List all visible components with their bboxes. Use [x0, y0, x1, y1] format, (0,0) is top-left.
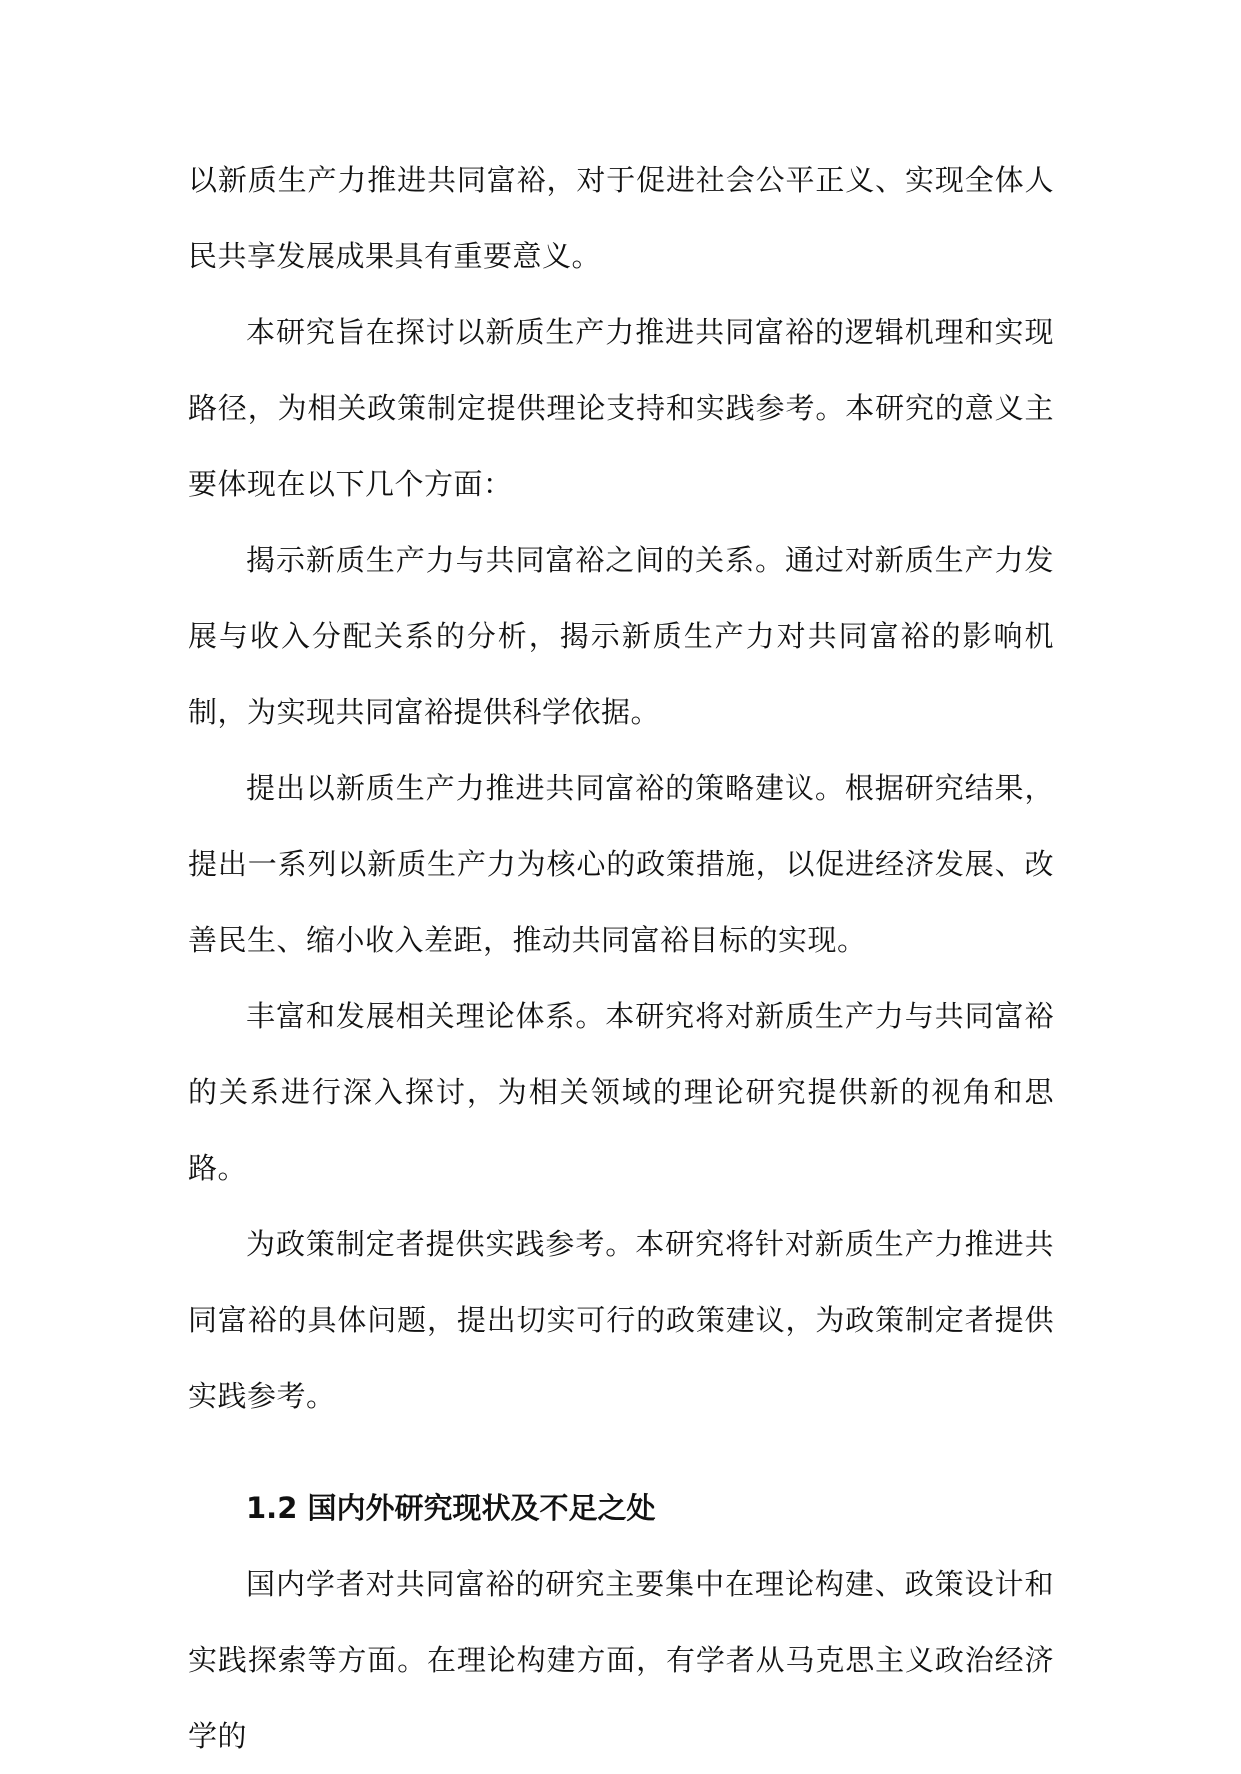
- paragraph-point-theory: 丰富和发展相关理论体系。本研究将对新质生产力与共同富裕的关系进行深入探讨，为相关领域的理论研究提供新的视角和思路。: [188, 999, 1054, 1185]
- paragraph-research-purpose: 本研究旨在探讨以新质生产力推进共同富裕的逻辑机理和实现路径，为相关政策制定提供理论支持和实践参考。本研究的意义主要体现在以下几个方面：: [188, 315, 1054, 501]
- paragraph-point-relationship: 揭示新质生产力与共同富裕之间的关系。通过对新质生产力发展与收入分配关系的分析，揭示新质生产力对共同富裕的影响机制，为实现共同富裕提供科学依据。: [188, 543, 1054, 729]
- paragraph-continuation: 以新质生产力推进共同富裕，对于促进社会公平正义、实现全体人民共享发展成果具有重要意义。: [188, 163, 1054, 273]
- paragraph-point-strategy: 提出以新质生产力推进共同富裕的策略建议。根据研究结果，提出一系列以新质生产力为核心的政策措施，以促进经济发展、改善民生、缩小收入差距，推动共同富裕目标的实现。: [188, 771, 1054, 957]
- paragraph-point-practice: 为政策制定者提供实践参考。本研究将针对新质生产力推进共同富裕的具体问题，提出切实可行的政策建议，为政策制定者提供实践参考。: [188, 1227, 1054, 1413]
- document-body: [188, 142, 1054, 1774]
- section-heading: 1.2 国内外研究现状及不足之处: [246, 1491, 656, 1525]
- paragraph-domestic-research: 国内学者对共同富裕的研究主要集中在理论构建、政策设计和实践探索等方面。在理论构建方面，有学者从马克思主义政治经济学的: [188, 1567, 1054, 1753]
